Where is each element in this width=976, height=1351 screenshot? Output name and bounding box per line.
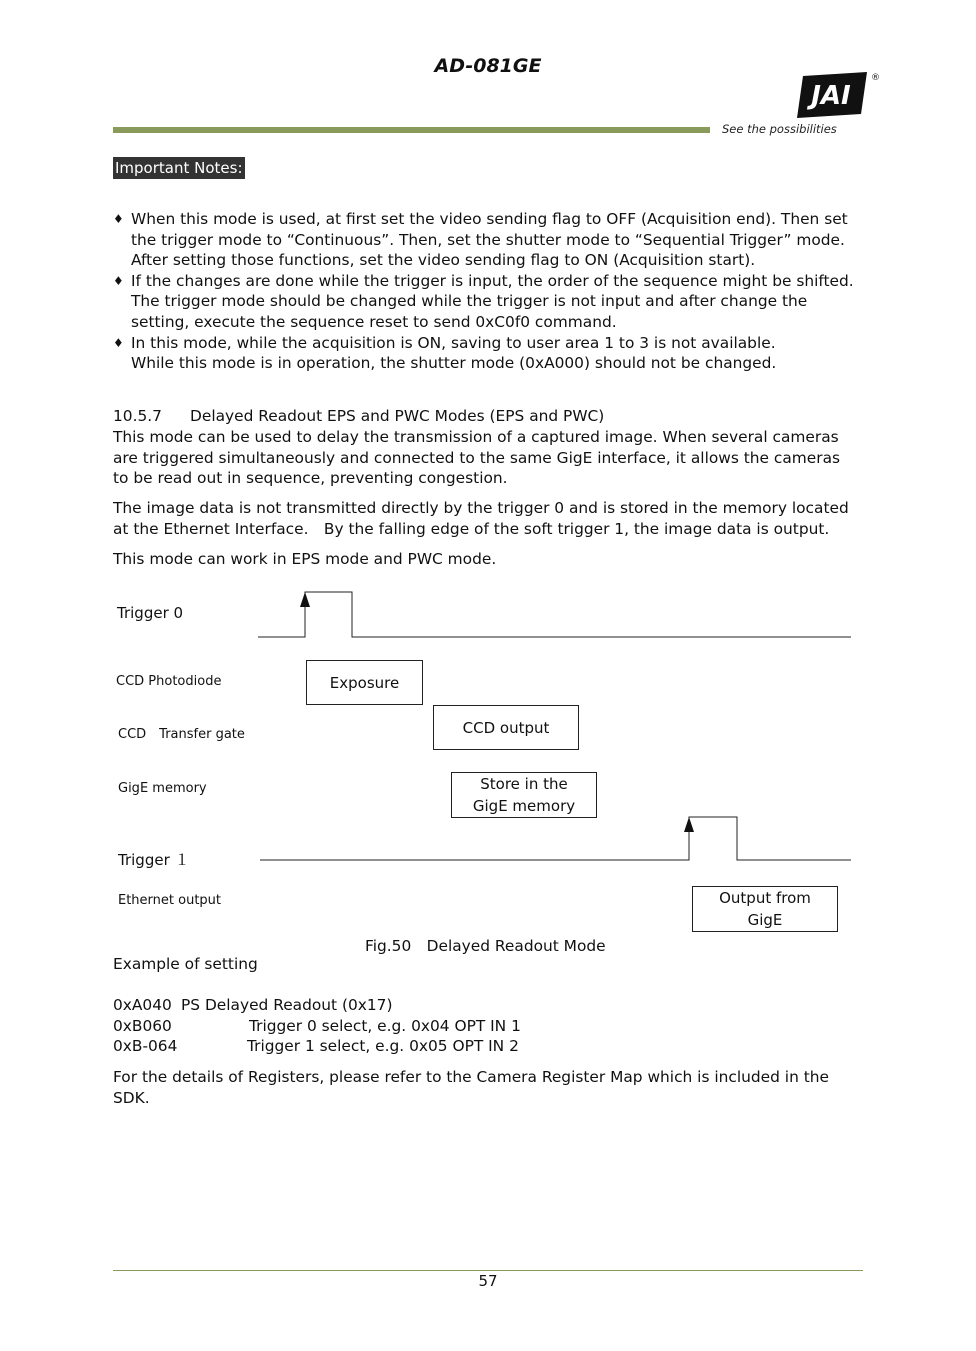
box-line: GigE memory: [472, 797, 576, 815]
register-address: 0xB-064: [113, 1037, 178, 1055]
paragraph-line: are triggered simultaneously and connected to the same GigE interface, it allows the cameras: [113, 448, 841, 467]
list-item: [113, 333, 873, 374]
document-title: AD-081GE: [434, 55, 542, 77]
output-gige-box: [692, 886, 838, 932]
setting-row: [113, 1016, 521, 1037]
svg-text:®: ®: [871, 73, 880, 83]
box-line: Store in the: [480, 775, 568, 793]
list-item: [113, 271, 873, 333]
setting-row: [113, 995, 392, 1016]
register-address: 0xA040: [113, 996, 172, 1014]
paragraph: [113, 427, 873, 489]
paragraph-line: This mode can be used to delay the transmission of a captured image. When several cameras: [113, 428, 839, 446]
list-item: [113, 209, 873, 271]
tagline: See the possibilities: [722, 122, 837, 136]
ccd-output-box: CCD output: [433, 705, 579, 750]
paragraph: This mode can work in EPS mode and PWC mode.: [113, 550, 497, 568]
notes-list: [113, 209, 873, 374]
page-number: 57: [478, 1272, 498, 1290]
footer-rule: [113, 1270, 863, 1271]
trigger0-label: Trigger 0: [117, 604, 184, 622]
section-number: 10.5.7: [113, 407, 162, 425]
important-notes-heading: Important Notes:: [115, 159, 243, 177]
paragraph-line: to be read out in sequence, preventing congestion.: [113, 469, 508, 488]
logo-text: JAI: [811, 81, 851, 111]
note-line: the trigger mode to “Continuous”. Then, set the shutter mode to “Sequential Trigger” mode.: [131, 230, 845, 249]
jai-logo: [795, 70, 880, 120]
trigger1-arrow: [684, 817, 694, 832]
ethernet-output-label: Ethernet output: [118, 893, 222, 908]
section-title: Delayed Readout EPS and PWC Modes (EPS and PWC): [190, 407, 605, 425]
trigger0-signal: [258, 592, 851, 637]
figure-caption: Fig.50 Delayed Readout Mode: [365, 937, 606, 955]
trigger0-arrow: [300, 592, 310, 607]
note-line: If the changes are done while the trigger is input, the order of the sequence might be shifted.: [131, 271, 854, 290]
box-line: Output from: [719, 889, 811, 907]
store-memory-box: [451, 772, 597, 818]
example-heading: Example of setting: [113, 955, 258, 973]
paragraph-line: For the details of Registers, please refer to the Camera Register Map which is included in the: [113, 1068, 829, 1086]
ccd-photodiode-label: CCD Photodiode: [116, 674, 222, 689]
trigger1-signal: [260, 817, 851, 860]
box-line: GigE: [747, 911, 783, 929]
note-line: When this mode is used, at first set the video sending flag to OFF (Acquisition end). Then set: [131, 210, 848, 228]
header-rule: [113, 127, 710, 133]
register-desc: Trigger 0 select, e.g. 0x04 OPT IN 1: [249, 1017, 521, 1035]
note-line: The trigger mode should be changed while the trigger is not input and after change the: [131, 292, 808, 311]
note-line: In this mode, while the acquisition is ON, saving to user area 1 to 3 is not available.: [131, 333, 776, 352]
paragraph-line: The image data is not transmitted directly by the trigger 0 and is stored in the memory located: [113, 499, 849, 517]
paragraph-line: at the Ethernet Interface. By the falling edge of the soft trigger 1, the image data is output.: [113, 519, 830, 538]
note-line: After setting those functions, set the video sending flag to ON (Acquisition start).: [131, 251, 756, 270]
section-heading: [113, 406, 604, 427]
paragraph: [113, 1067, 873, 1108]
trigger1-label: Trigger １: [118, 851, 190, 869]
note-line: setting, execute the sequence reset to send 0xC0f0 command.: [131, 312, 617, 331]
paragraph-line: SDK.: [113, 1088, 150, 1107]
register-desc: Trigger 1 select, e.g. 0x05 OPT IN 2: [247, 1037, 519, 1055]
note-line: While this mode is in operation, the shutter mode (0xA000) should not be changed.: [131, 354, 777, 373]
ccd-transfer-label: CCD Transfer gate: [118, 727, 245, 742]
bullet-icon: ♦: [113, 273, 124, 288]
exposure-box: Exposure: [306, 660, 423, 705]
gige-memory-label: GigE memory: [118, 781, 207, 796]
register-desc: PS Delayed Readout (0x17): [181, 996, 393, 1014]
bullet-icon: ♦: [113, 335, 124, 350]
paragraph: [113, 498, 873, 539]
register-address: 0xB060: [113, 1017, 172, 1035]
bullet-icon: ♦: [113, 212, 124, 226]
setting-row: [113, 1036, 519, 1057]
